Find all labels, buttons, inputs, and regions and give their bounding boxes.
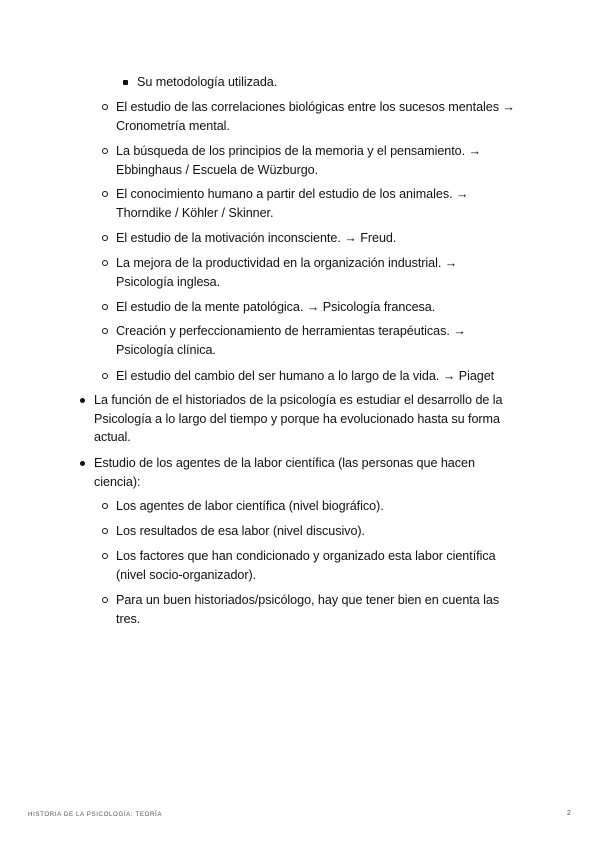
list-item-text: Para un buen historiados/psicólogo, hay que tener bien en cuenta las	[116, 593, 500, 607]
circle-bullet-icon	[102, 503, 108, 509]
list-item	[116, 98, 515, 135]
circle-bullet-icon	[102, 373, 108, 379]
list-item-text: El estudio del cambio del ser humano a lo largo de la vida. → Piaget	[116, 369, 495, 383]
list-item	[116, 497, 384, 516]
list-item-text: Ebbinghaus / Escuela de Wüzburgo.	[116, 162, 319, 177]
list-item	[116, 367, 494, 386]
circle-bullet-icon	[102, 597, 108, 603]
list-item-text: La búsqueda de los principios de la memoria y el pensamiento. →	[116, 144, 482, 158]
circle-bullet-icon	[102, 104, 108, 110]
list-item-text: El estudio de las correlaciones biológicas entre los sucesos mentales →	[116, 100, 515, 114]
list-item-text: Thorndike / Köhler / Skinner.	[116, 205, 274, 220]
list-item-text: Su metodología utilizada.	[137, 75, 278, 89]
list-item	[116, 547, 496, 584]
list-item-text: tres.	[116, 611, 141, 626]
list-item-text: Creación y perfeccionamiento de herramientas terapéuticas. →	[116, 324, 466, 338]
circle-bullet-icon	[102, 148, 108, 154]
disc-bullet-icon	[80, 461, 85, 466]
list-item	[116, 254, 457, 291]
list-item	[116, 522, 365, 541]
list-item-text: Cronometría mental.	[116, 118, 230, 133]
list-item-text: La mejora de la productividad en la organización industrial. →	[116, 256, 458, 270]
list-item	[116, 591, 499, 628]
list-item	[116, 298, 435, 317]
list-item	[116, 142, 481, 179]
circle-bullet-icon	[102, 260, 108, 266]
circle-bullet-icon	[102, 328, 108, 334]
list-item-text: Los factores que han condicionado y organizado esta labor científica	[116, 549, 496, 563]
list-item	[116, 185, 469, 222]
list-item-text: actual.	[94, 430, 131, 444]
list-item-text: (nivel socio-organizador).	[116, 567, 257, 582]
list-item-text: Psicología inglesa.	[116, 274, 221, 289]
list-item-text: Estudio de los agentes de la labor científica (las personas que hacen	[94, 456, 475, 470]
list-item-text: Los agentes de labor científica (nivel biográfico).	[116, 499, 384, 513]
list-item	[94, 454, 475, 491]
circle-bullet-icon	[102, 528, 108, 534]
page-number: 2	[567, 810, 571, 817]
list-item	[116, 322, 466, 359]
list-item-text: El estudio de la motivación inconsciente. → Freud.	[116, 231, 397, 245]
list-item-text: El conocimiento humano a partir del estudio de los animales. →	[116, 187, 469, 201]
list-item-text: ciencia):	[94, 474, 141, 489]
list-item-text: La función de el historiados de la psicología es estudiar el desarrollo de la	[94, 393, 503, 407]
footer-title: HISTORIA DE LA PSICOLOGÍA: TEORÍA	[28, 811, 163, 818]
circle-bullet-icon	[102, 191, 108, 197]
list-item-text: Los resultados de esa labor (nivel discusivo).	[116, 524, 366, 538]
list-item	[116, 229, 396, 248]
list-item-text: Psicología clínica.	[116, 342, 216, 357]
circle-bullet-icon	[102, 235, 108, 241]
circle-bullet-icon	[102, 304, 108, 310]
circle-bullet-icon	[102, 553, 108, 559]
square-bullet-icon	[123, 80, 128, 85]
list-item-text: El estudio de la mente patológica. → Psicología francesa.	[116, 300, 436, 314]
list-item-text: Psicología a lo largo del tiempo y porque ha evolucionado hasta su forma	[94, 411, 500, 426]
disc-bullet-icon	[80, 398, 85, 403]
list-item	[94, 391, 503, 447]
list-item	[137, 73, 277, 92]
